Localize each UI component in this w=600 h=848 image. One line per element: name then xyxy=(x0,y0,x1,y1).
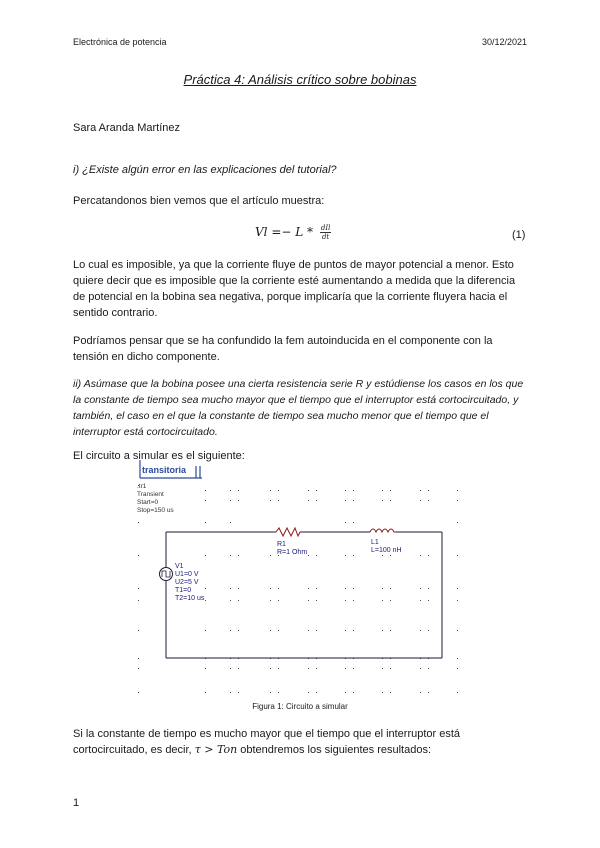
question-2: ii) Asúmase que la bobina posee una cierta resistencia serie R y estúdiense los casos en los que la constante de tiempo sea mucho mayor que el tiempo que el interruptor está cortocircuitado, y también, el caso en el que la constante de tiempo sea mucho menor que el tiempo que el interruptor está cortocircuitado. xyxy=(73,378,524,438)
question-1: i) ¿Existe algún error en las explicaciones del tutorial? xyxy=(73,164,337,176)
formula-numerator: dIl xyxy=(320,224,331,232)
page-title: Práctica 4: Análisis crítico sobre bobinas xyxy=(183,72,417,87)
header-date: 30/12/2021 xyxy=(481,37,527,47)
resistor-name: R1 xyxy=(277,541,286,548)
paragraph-5-end: obtendremos los siguientes resultados: xyxy=(240,744,432,756)
source-param: U2=5 V xyxy=(175,579,199,586)
inductor-name: L1 xyxy=(371,539,379,546)
source-param: T1=0 xyxy=(175,587,192,594)
sim-line: .tr1 xyxy=(137,483,147,490)
resistor-r1 xyxy=(276,528,300,536)
simulation-tab-label: transitoria xyxy=(142,465,187,475)
formula xyxy=(255,224,331,241)
paragraph-4: El circuito a simular es el siguiente: xyxy=(73,450,245,462)
figure-caption: Figura 1: Circuito a simular xyxy=(252,702,348,711)
source-param: T2=10 us xyxy=(175,595,205,602)
resistor-value: R=1 Ohm xyxy=(277,549,308,556)
formula-fraction xyxy=(320,224,332,241)
sim-line: Transient xyxy=(137,491,164,498)
equation-number: (1) xyxy=(512,229,526,241)
simulation-tab xyxy=(140,460,202,478)
author: Sara Aranda Martínez xyxy=(73,122,181,134)
voltage-source-v1 xyxy=(160,568,173,581)
paragraph-3: Podríamos pensar que se ha confundido la fem autoinducida en el componente con la tensión en dicho componente. xyxy=(73,335,493,363)
inductor-l1 xyxy=(370,529,396,532)
paragraph-2: Lo cual es imposible, ya que la corriente fluye de puntos de mayor potencial a menor. Esto quiere decir que es imposible que la corriente esté aumentando a medida que la diferencia de potencial en la bobina sea negativa, porque implicaría que la corriente fluyera hacia el sentido contrario. xyxy=(73,259,516,319)
inductor-value: L=100 nH xyxy=(371,547,402,554)
paragraph-5-text: Si la constante de tiempo es mucho mayor que el tiempo que el interruptor está cortocircuitado, es decir, xyxy=(73,728,461,756)
header-left: Electrónica de potencia xyxy=(73,37,167,47)
paragraph-5-math: τ > Ton xyxy=(194,743,238,756)
formula-lhs: Vl =− L * xyxy=(255,225,314,239)
formula-denominator: dt xyxy=(321,233,330,241)
paragraph-1: Percatandonos bien vemos que el artículo muestra: xyxy=(73,195,325,207)
paragraph-5 xyxy=(73,726,529,758)
source-param: U1=0 V xyxy=(175,571,199,578)
source-param: V1 xyxy=(175,563,184,570)
circuit-diagram xyxy=(120,460,470,700)
page-number: 1 xyxy=(73,797,80,809)
sim-line: Start=0 xyxy=(137,499,159,506)
sim-line: Stop=150 us xyxy=(137,507,174,514)
